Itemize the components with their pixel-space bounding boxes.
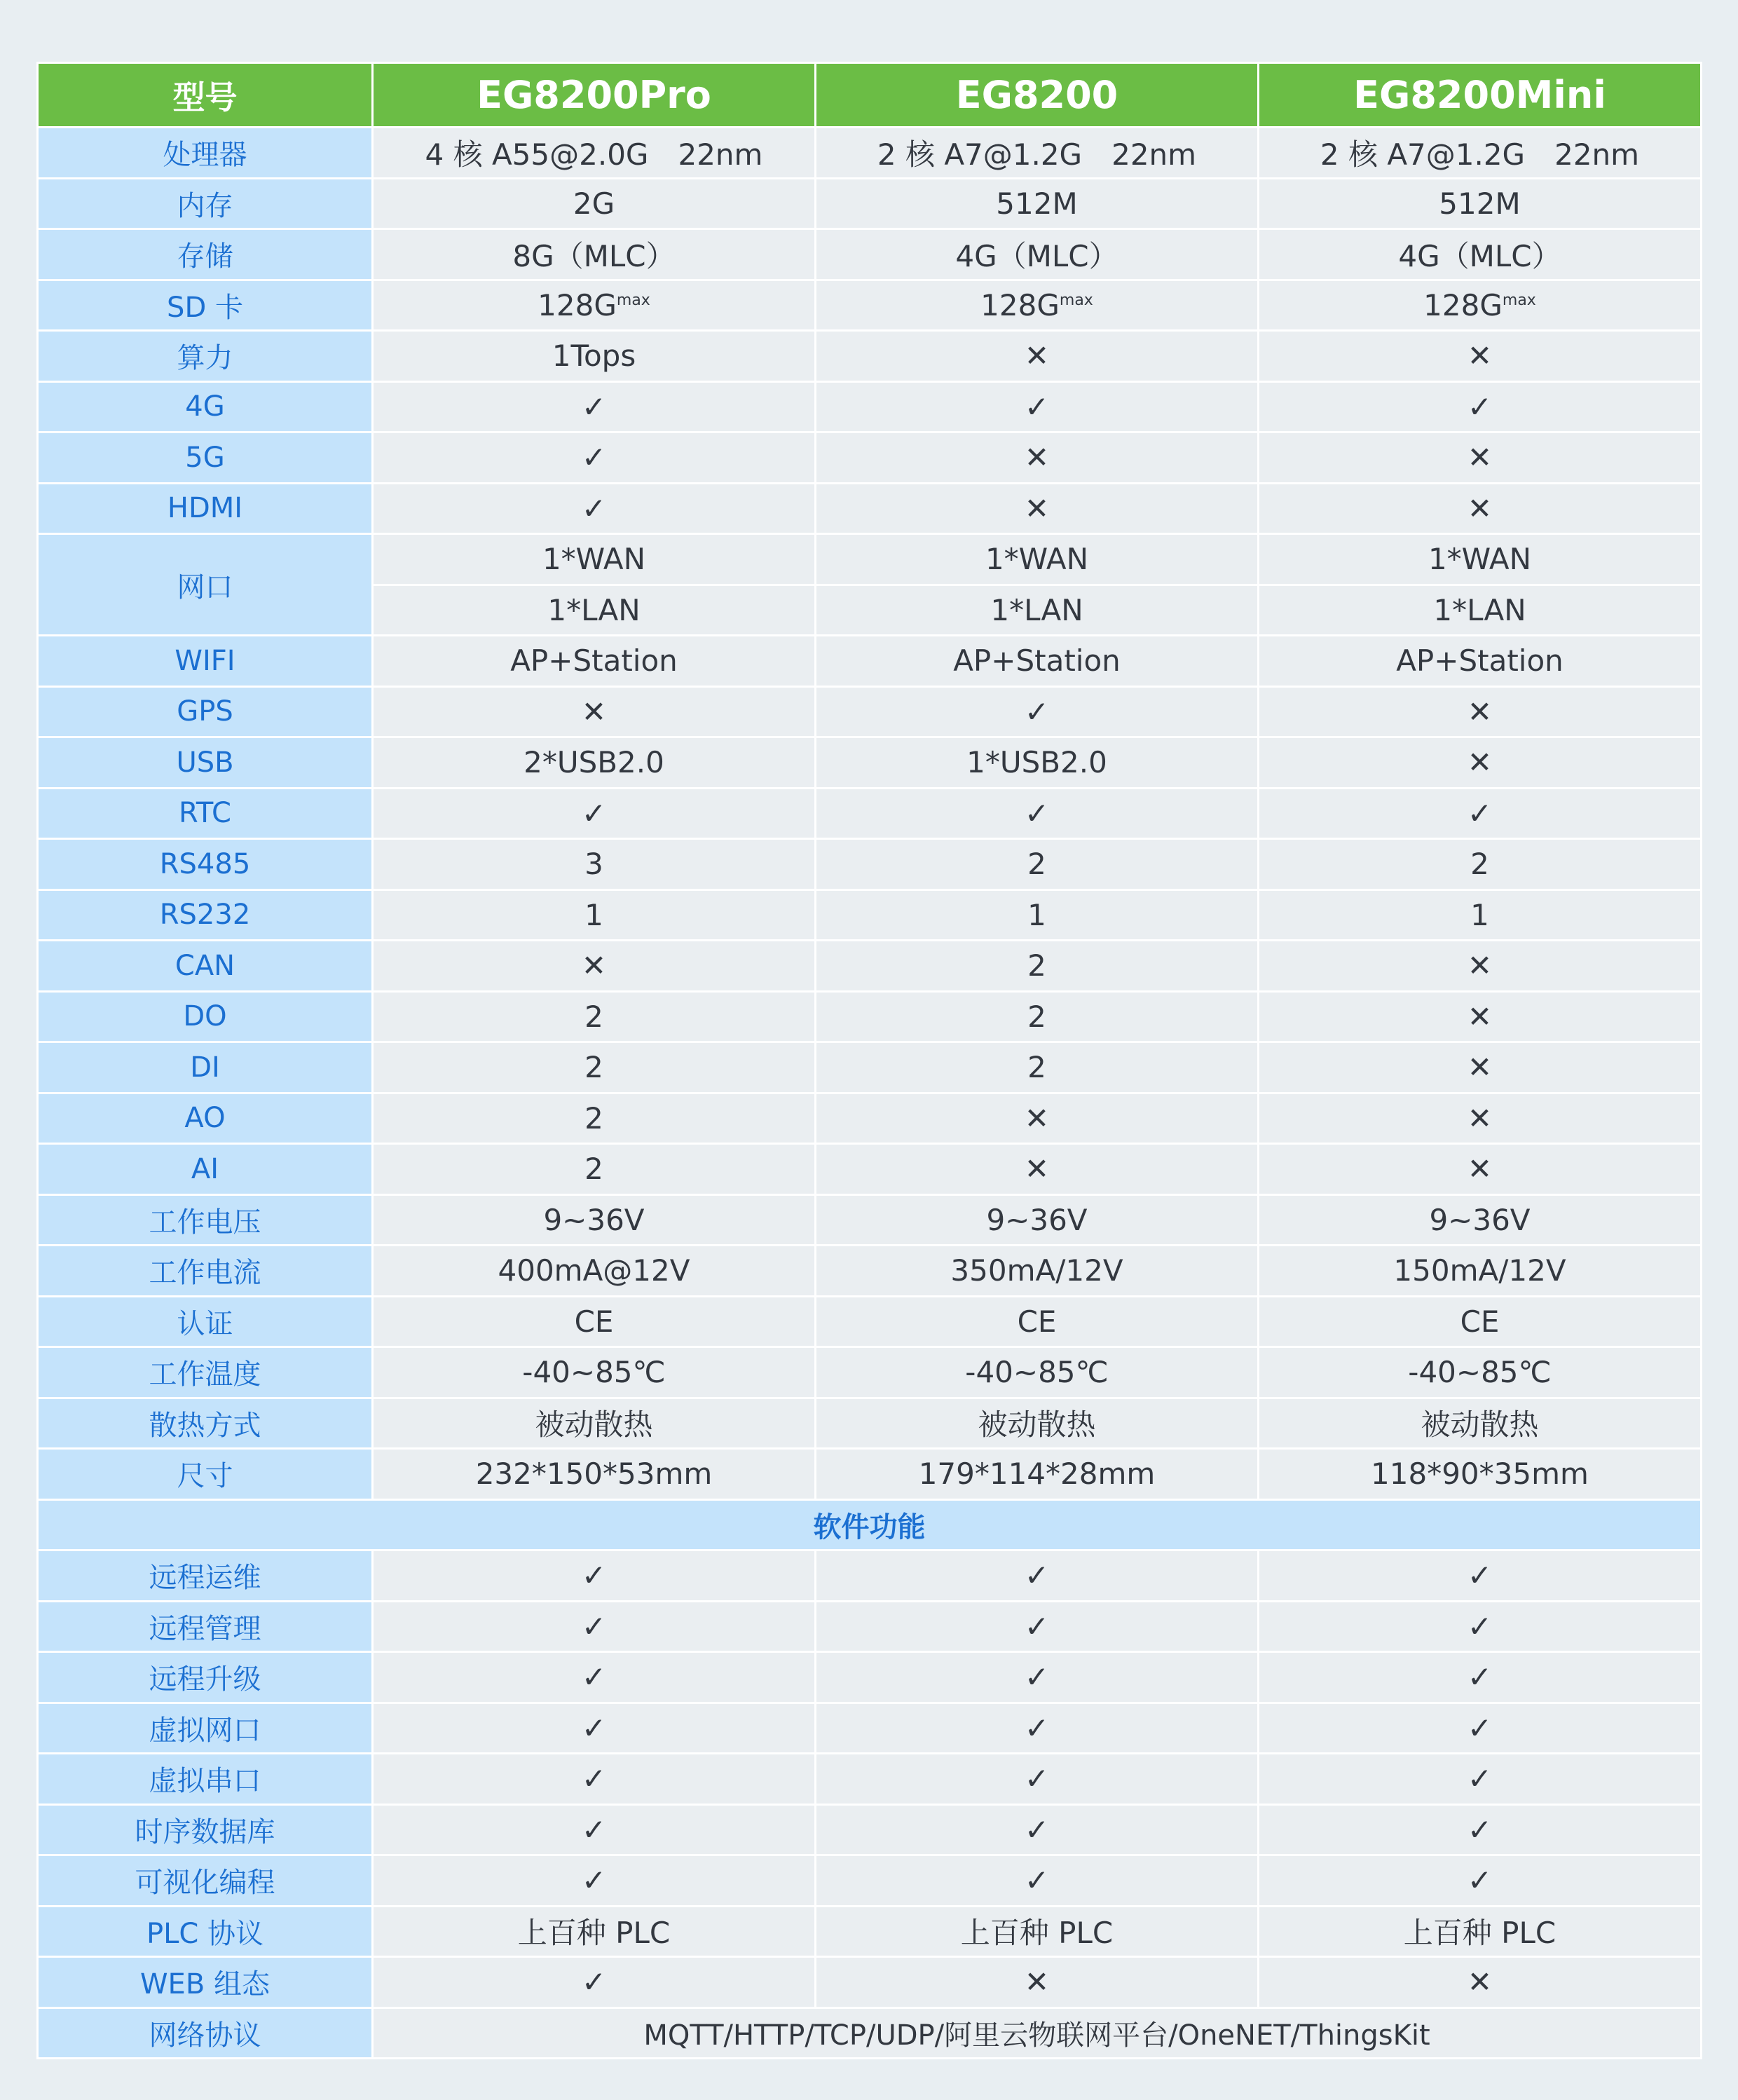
- row-label: RS485: [38, 839, 373, 890]
- row-label: SD 卡: [38, 280, 373, 331]
- section-title: 软件功能: [38, 1499, 1702, 1550]
- spec-value: CE: [1259, 1296, 1702, 1347]
- row-label: WEB 组态: [38, 1957, 373, 2008]
- spec-value: 2: [816, 839, 1259, 890]
- model-header: EG8200Pro: [373, 63, 816, 128]
- row-label: USB: [38, 737, 373, 789]
- spec-row: [38, 839, 1702, 890]
- spec-value: 118*90*35mm: [1259, 1449, 1702, 1500]
- spec-value: 2: [816, 1042, 1259, 1093]
- spec-value: 2: [816, 991, 1259, 1042]
- spec-value: AP+Station: [373, 636, 816, 687]
- spec-value: 1*LAN: [816, 585, 1259, 636]
- row-label: 时序数据库: [38, 1804, 373, 1855]
- spec-value: 上百种 PLC: [1259, 1906, 1702, 1957]
- spec-value: 2 核 A7@1.2G 22nm: [1259, 128, 1702, 179]
- row-label: CAN: [38, 941, 373, 992]
- spec-row: [38, 1855, 1702, 1907]
- spec-row: [38, 1296, 1702, 1347]
- spec-value: ✓: [1259, 1652, 1702, 1703]
- row-label: RTC: [38, 788, 373, 839]
- spec-value: ✓: [816, 1804, 1259, 1855]
- row-label: 可视化编程: [38, 1855, 373, 1907]
- spec-value: ✕: [1259, 1093, 1702, 1144]
- spec-value: 2*USB2.0: [373, 737, 816, 789]
- spec-value: ✓: [373, 483, 816, 534]
- spec-row: [38, 1347, 1702, 1398]
- spec-value: ✕: [816, 432, 1259, 484]
- spec-value: ✓: [373, 1550, 816, 1602]
- spec-value: ✓: [816, 1601, 1259, 1652]
- spec-value: ✓: [1259, 1703, 1702, 1754]
- sd-max-mark: max: [616, 291, 650, 309]
- spec-value: ✓: [1259, 1601, 1702, 1652]
- spec-value: -40~85℃: [816, 1347, 1259, 1398]
- spec-row: [38, 636, 1702, 687]
- spec-value: ✓: [373, 381, 816, 432]
- spec-value: CE: [816, 1296, 1259, 1347]
- spec-row: [38, 1652, 1702, 1703]
- spec-row: [38, 889, 1702, 941]
- spec-row: [38, 941, 1702, 992]
- spec-row: [38, 483, 1702, 534]
- spec-value: 179*114*28mm: [816, 1449, 1259, 1500]
- spec-row: [38, 1703, 1702, 1754]
- spec-value: ✓: [1259, 788, 1702, 839]
- spec-value: 512M: [816, 178, 1259, 229]
- spec-value: 9~36V: [816, 1194, 1259, 1246]
- spec-value: 2: [373, 1042, 816, 1093]
- spec-value: 3: [373, 839, 816, 890]
- spec-value: ✕: [816, 331, 1259, 382]
- spec-value: 232*150*53mm: [373, 1449, 816, 1500]
- spec-row: [38, 381, 1702, 432]
- row-label: 虚拟串口: [38, 1754, 373, 1805]
- spec-row: [38, 1957, 1702, 2008]
- model-header: EG8200: [816, 63, 1259, 128]
- spec-row: [38, 788, 1702, 839]
- spec-value: -40~85℃: [373, 1347, 816, 1398]
- spec-value: ✓: [373, 432, 816, 484]
- spec-row: [38, 1194, 1702, 1246]
- spec-value: 上百种 PLC: [373, 1906, 816, 1957]
- spec-value: ✕: [1259, 686, 1702, 737]
- spec-row: [38, 280, 1702, 331]
- spec-row: [38, 1042, 1702, 1093]
- spec-value: 2: [373, 1144, 816, 1195]
- header-row: [38, 63, 1702, 128]
- row-label: 处理器: [38, 128, 373, 179]
- spec-row: [38, 1398, 1702, 1449]
- spec-value: ✓: [816, 1754, 1259, 1805]
- spec-value: [373, 280, 816, 331]
- spec-value: 1*LAN: [1259, 585, 1702, 636]
- spec-value: ✕: [373, 686, 816, 737]
- spec-value: ✕: [1259, 1144, 1702, 1195]
- row-label: 尺寸: [38, 1449, 373, 1500]
- row-label: GPS: [38, 686, 373, 737]
- row-label: 虚拟网口: [38, 1703, 373, 1754]
- spec-row: [38, 686, 1702, 737]
- row-label: 认证: [38, 1296, 373, 1347]
- row-label: 散热方式: [38, 1398, 373, 1449]
- spec-value: 8G（MLC）: [373, 229, 816, 280]
- spec-row: [38, 1093, 1702, 1144]
- row-label: 工作电压: [38, 1194, 373, 1246]
- spec-value: 350mA/12V: [816, 1246, 1259, 1297]
- row-label: 工作温度: [38, 1347, 373, 1398]
- spec-value: ✕: [816, 1144, 1259, 1195]
- spec-row: [38, 331, 1702, 382]
- spec-value: ✕: [1259, 1957, 1702, 2008]
- spec-row: [38, 737, 1702, 789]
- spec-value: 1: [816, 889, 1259, 941]
- row-label: DO: [38, 991, 373, 1042]
- spec-value: 被动散热: [1259, 1398, 1702, 1449]
- spec-value: 2 核 A7@1.2G 22nm: [816, 128, 1259, 179]
- model-header: EG8200Mini: [1259, 63, 1702, 128]
- row-label: PLC 协议: [38, 1906, 373, 1957]
- spec-row: [38, 991, 1702, 1042]
- spec-row: [38, 229, 1702, 280]
- row-label: 算力: [38, 331, 373, 382]
- spec-value: ✓: [1259, 1804, 1702, 1855]
- spec-value: 1*WAN: [1259, 534, 1702, 585]
- spec-row: [38, 432, 1702, 484]
- spec-value: 上百种 PLC: [816, 1906, 1259, 1957]
- sd-capacity: 128G: [1423, 287, 1503, 322]
- spec-value: ✓: [373, 1652, 816, 1703]
- spec-value: ✕: [816, 483, 1259, 534]
- spec-value: 4 核 A55@2.0G 22nm: [373, 128, 816, 179]
- spec-row: [38, 1804, 1702, 1855]
- spec-value: 1*LAN: [373, 585, 816, 636]
- row-label: AO: [38, 1093, 373, 1144]
- spec-value: ✓: [1259, 1754, 1702, 1805]
- spec-value: ✕: [816, 1957, 1259, 2008]
- row-label: 网络协议: [38, 2007, 373, 2059]
- row-label: AI: [38, 1144, 373, 1195]
- row-label: 内存: [38, 178, 373, 229]
- spec-value: 1: [1259, 889, 1702, 941]
- spec-row: [38, 1246, 1702, 1297]
- spec-value: 被动散热: [816, 1398, 1259, 1449]
- spec-value: 2G: [373, 178, 816, 229]
- sd-max-mark: max: [1059, 291, 1093, 309]
- spec-value: 2: [1259, 839, 1702, 890]
- spec-value: ✕: [373, 941, 816, 992]
- row-label: 远程管理: [38, 1601, 373, 1652]
- section-row: [38, 1499, 1702, 1550]
- spec-value: ✓: [816, 1855, 1259, 1907]
- spec-value: ✓: [816, 1550, 1259, 1602]
- spec-row: [38, 1144, 1702, 1195]
- spec-value: CE: [373, 1296, 816, 1347]
- row-label: DI: [38, 1042, 373, 1093]
- spec-value: 400mA@12V: [373, 1246, 816, 1297]
- spec-value: AP+Station: [816, 636, 1259, 687]
- spec-value: ✓: [373, 1703, 816, 1754]
- row-label: HDMI: [38, 483, 373, 534]
- spec-row: [38, 534, 1702, 585]
- spec-value: ✓: [373, 1804, 816, 1855]
- spec-value: ✓: [816, 788, 1259, 839]
- spec-row: [38, 128, 1702, 179]
- spec-value: [1259, 280, 1702, 331]
- spec-value: ✓: [373, 1855, 816, 1907]
- sd-capacity: 128G: [980, 287, 1060, 322]
- spec-row: [38, 1550, 1702, 1602]
- spec-value: -40~85℃: [1259, 1347, 1702, 1398]
- spec-value: ✕: [1259, 737, 1702, 789]
- spec-value: [816, 280, 1259, 331]
- spec-value: 1*WAN: [816, 534, 1259, 585]
- spec-value: ✓: [1259, 381, 1702, 432]
- spec-row: [38, 1906, 1702, 1957]
- spec-value: ✓: [373, 1957, 816, 2008]
- spec-value: 4G（MLC）: [1259, 229, 1702, 280]
- spec-value: ✓: [373, 1754, 816, 1805]
- spec-value: 1: [373, 889, 816, 941]
- spec-value: 1Tops: [373, 331, 816, 382]
- row-label: 4G: [38, 381, 373, 432]
- row-label: WIFI: [38, 636, 373, 687]
- protocol-value: MQTT/HTTP/TCP/UDP/阿里云物联网平台/OneNET/ThingsKit: [373, 2007, 1702, 2059]
- spec-value: 512M: [1259, 178, 1702, 229]
- spec-row: [38, 1449, 1702, 1500]
- spec-row: [38, 1601, 1702, 1652]
- sd-capacity: 128G: [538, 287, 617, 322]
- spec-value: 9~36V: [373, 1194, 816, 1246]
- spec-value: ✕: [816, 1093, 1259, 1144]
- spec-value: ✓: [816, 381, 1259, 432]
- spec-value: 1*WAN: [373, 534, 816, 585]
- row-label: 5G: [38, 432, 373, 484]
- spec-value: 2: [373, 991, 816, 1042]
- spec-value: 150mA/12V: [1259, 1246, 1702, 1297]
- spec-comparison-table: [36, 62, 1702, 2059]
- spec-value: ✕: [1259, 1042, 1702, 1093]
- spec-value: ✕: [1259, 483, 1702, 534]
- spec-row: [38, 2007, 1702, 2059]
- row-label: 网口: [38, 534, 373, 636]
- spec-value: ✓: [373, 1601, 816, 1652]
- spec-value: ✕: [1259, 941, 1702, 992]
- spec-value: AP+Station: [1259, 636, 1702, 687]
- row-label: 工作电流: [38, 1246, 373, 1297]
- spec-value: 被动散热: [373, 1398, 816, 1449]
- spec-value: 2: [816, 941, 1259, 992]
- spec-value: ✓: [816, 1703, 1259, 1754]
- row-label: RS232: [38, 889, 373, 941]
- spec-row: [38, 1754, 1702, 1805]
- spec-value: ✓: [816, 1652, 1259, 1703]
- spec-value: ✓: [1259, 1855, 1702, 1907]
- spec-value: ✕: [1259, 991, 1702, 1042]
- spec-value: ✕: [1259, 331, 1702, 382]
- row-label: 远程升级: [38, 1652, 373, 1703]
- spec-value: 9~36V: [1259, 1194, 1702, 1246]
- spec-value: ✓: [1259, 1550, 1702, 1602]
- spec-row: [38, 178, 1702, 229]
- row-label: 存储: [38, 229, 373, 280]
- spec-value: 2: [373, 1093, 816, 1144]
- spec-value: 4G（MLC）: [816, 229, 1259, 280]
- spec-value: ✓: [816, 686, 1259, 737]
- spec-value: ✓: [373, 788, 816, 839]
- sd-max-mark: max: [1502, 291, 1536, 309]
- header-label: 型号: [38, 63, 373, 128]
- spec-value: ✕: [1259, 432, 1702, 484]
- spec-value: 1*USB2.0: [816, 737, 1259, 789]
- row-label: 远程运维: [38, 1550, 373, 1602]
